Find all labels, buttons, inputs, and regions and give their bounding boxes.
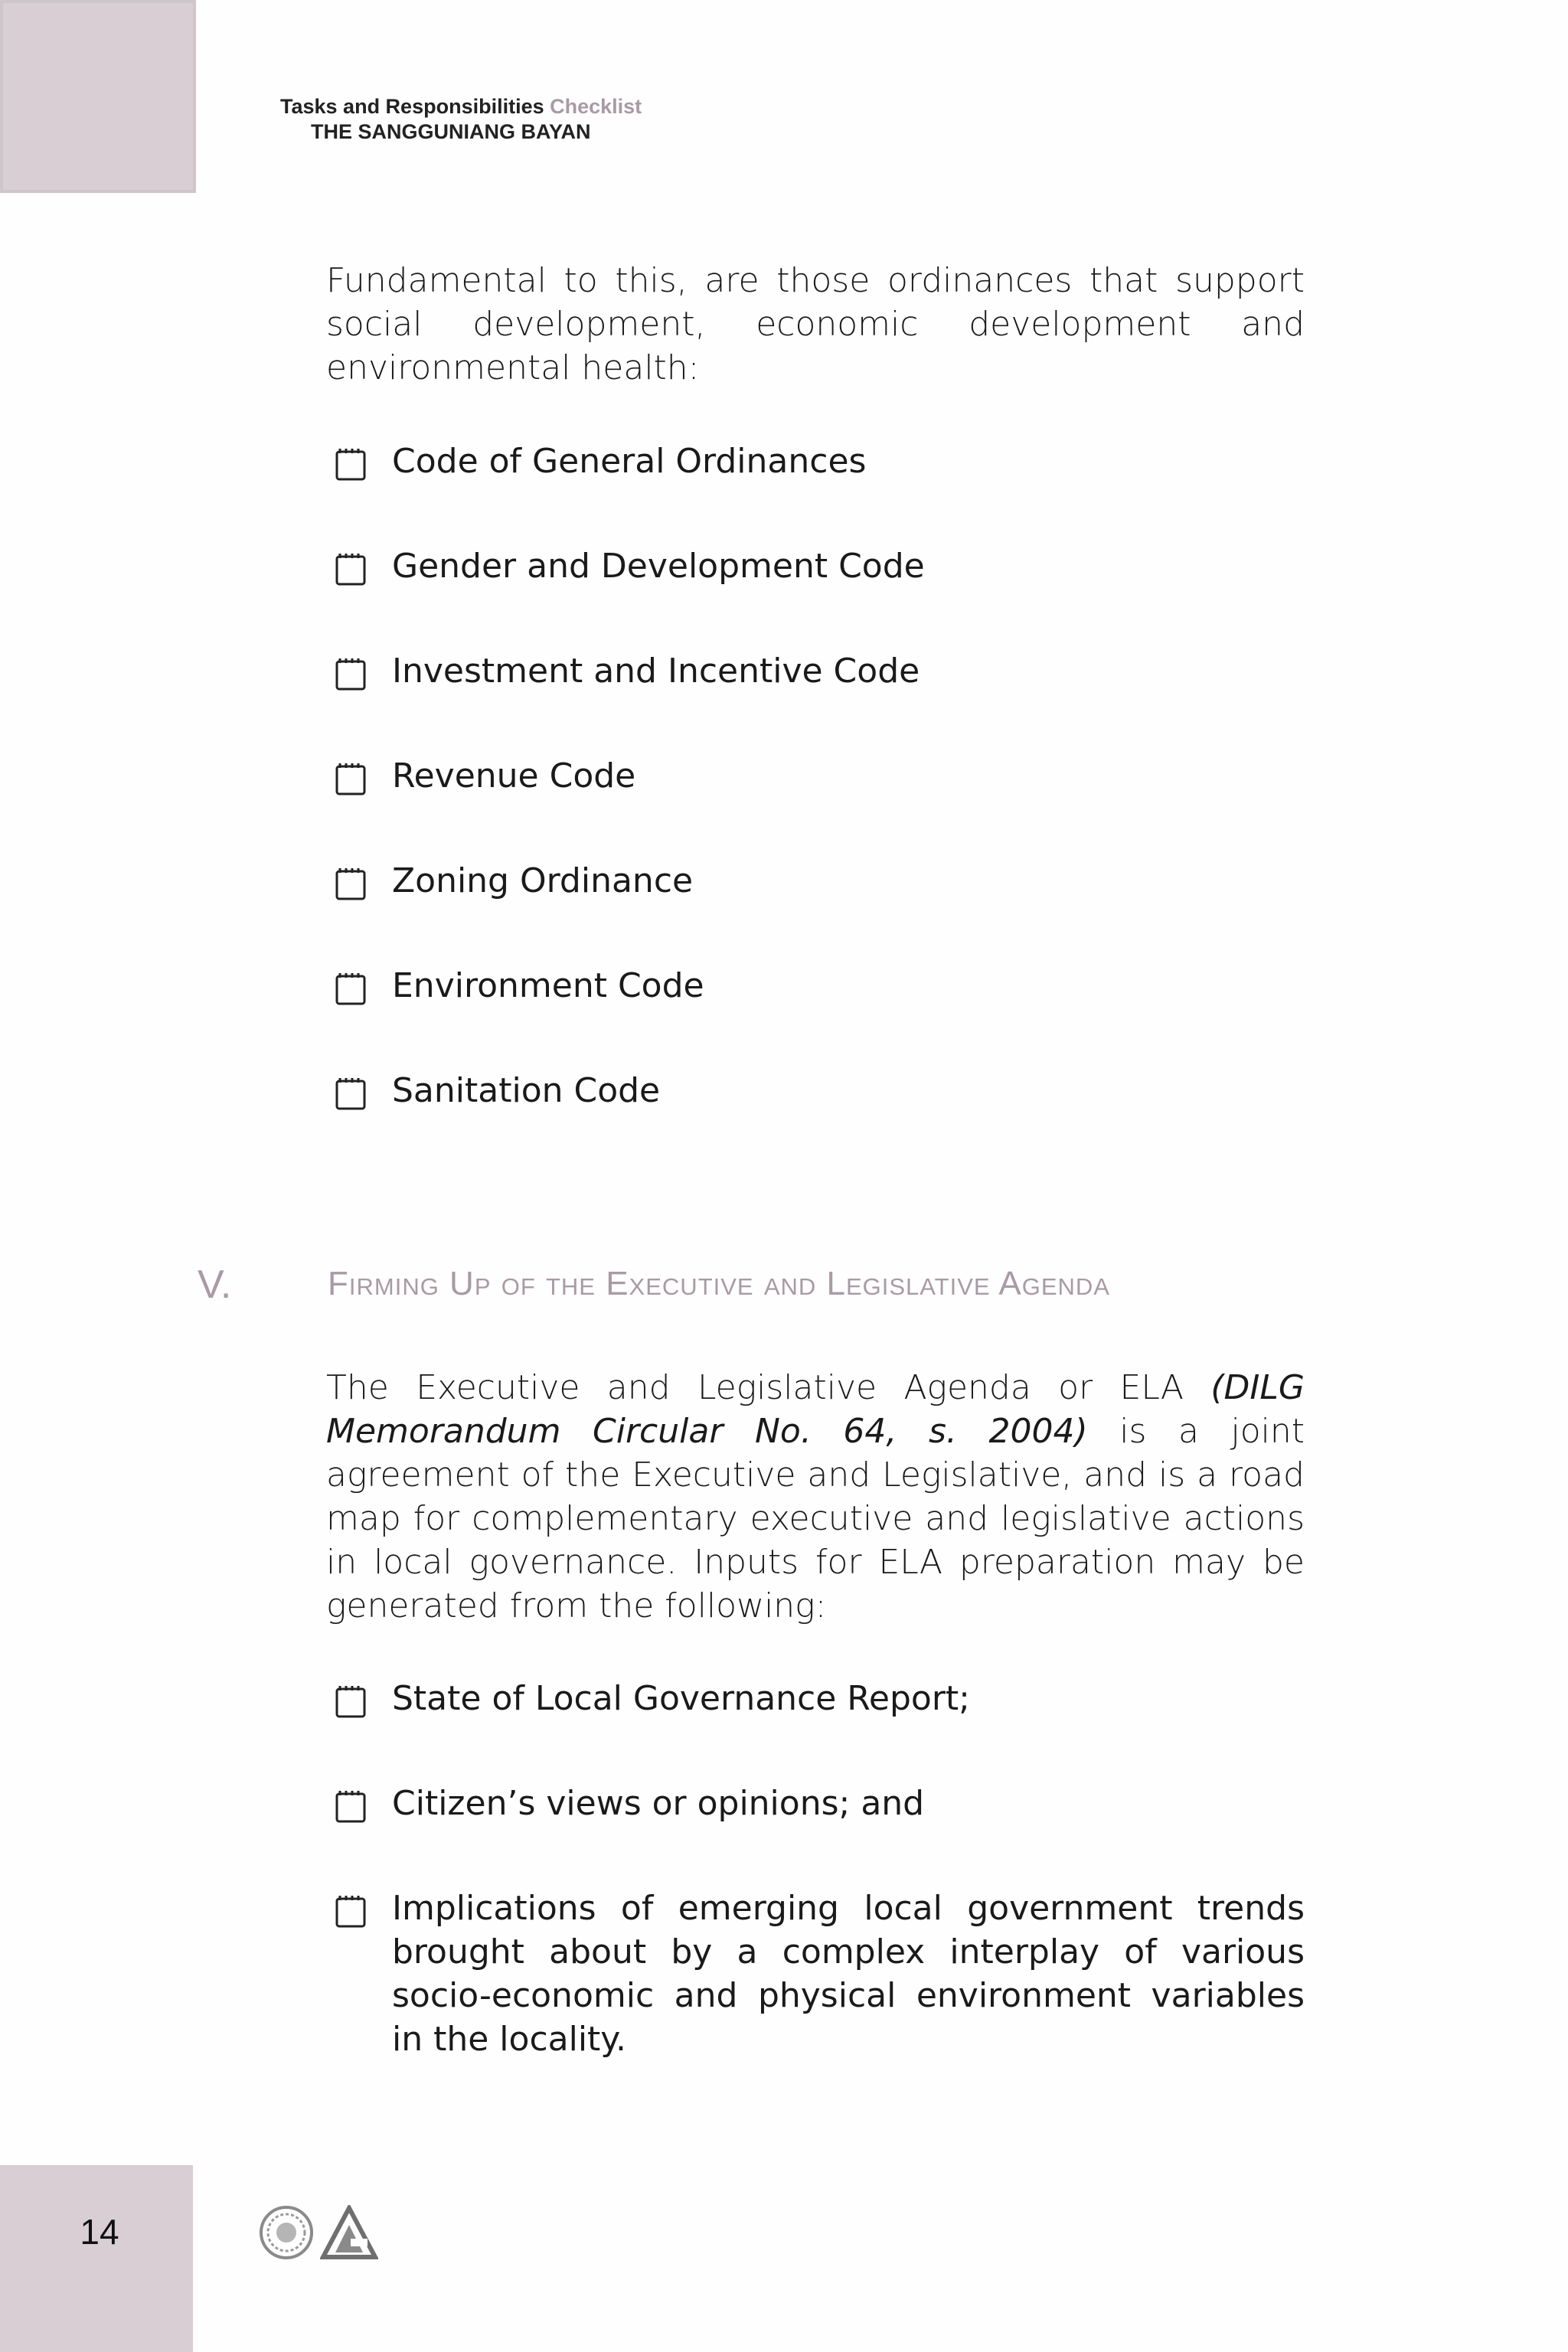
- checkbox-icon: [335, 1076, 366, 1110]
- header-corner-block: [0, 0, 196, 193]
- checklist-item: [331, 1069, 1305, 1174]
- checkbox-icon: [335, 552, 366, 586]
- checklist-item: [331, 1677, 1305, 1782]
- checkbox-icon: [335, 1894, 366, 1928]
- ela-citation: (DILG Memorandum Circular No. 64, s. 2004): [326, 1368, 1305, 1451]
- ela-paragraph-text: [262, 1366, 1305, 1628]
- seal-logo-icon: [259, 2205, 314, 2260]
- section-title: Firming Up of the Executive and Legislative Agenda: [328, 1265, 1110, 1302]
- header-title-main: Tasks and Responsibilities: [280, 95, 544, 118]
- checklist-item: [331, 1782, 1305, 1886]
- checkbox-icon: [335, 447, 366, 481]
- footer-logos: [259, 2202, 378, 2263]
- ela-inputs-checklist: [331, 1677, 1305, 2061]
- checklist-item-label: Investment and Incentive Code: [392, 652, 920, 691]
- checklist-item-label: Code of General Ordinances: [392, 442, 867, 481]
- header-subtitle: THE SANGGUNIANG BAYAN: [311, 120, 591, 143]
- page-number: 14: [80, 2212, 119, 2252]
- ela-paragraph: [262, 1366, 1305, 1628]
- checklist-item: [331, 964, 1305, 1069]
- checklist-item-label: Sanitation Code: [392, 1071, 661, 1110]
- checklist-item-label: State of Local Governance Report;: [392, 1679, 970, 1718]
- page-header: [280, 95, 642, 144]
- checklist-item-label: Revenue Code: [392, 756, 636, 795]
- checklist-item-label: Gender and Development Code: [392, 547, 925, 586]
- ordinance-checklist: [331, 439, 1305, 1174]
- intro-paragraph: [262, 259, 1305, 390]
- intro-paragraph-text: Fundamental to this, are those ordinances that support social development, economic development and environmental health:: [326, 261, 1305, 387]
- checkbox-icon: [335, 1684, 366, 1718]
- checklist-item: [331, 859, 1305, 964]
- section-number: V.: [198, 1263, 232, 1307]
- checklist-item: [331, 649, 1305, 754]
- checklist-item: [331, 544, 1305, 649]
- footer-corner-block: [0, 2165, 193, 2352]
- checkbox-icon: [335, 762, 366, 795]
- header-title: [280, 95, 642, 119]
- checkbox-icon: [335, 657, 366, 691]
- ela-paragraph-rest: is a joint agreement of the Executive and Legislative, and is a road map for complementary executive and legislative actions in local governance. Inputs for ELA preparation may be generated from the following:: [326, 1412, 1305, 1625]
- header-title-accent: Checklist: [550, 95, 642, 118]
- checklist-item: [331, 754, 1305, 859]
- checklist-item: [331, 439, 1305, 544]
- triangle-logo-icon: [320, 2205, 378, 2260]
- ela-paragraph-lead: The Executive and Legislative Agenda or ELA: [326, 1368, 1211, 1407]
- checklist-item-label: Citizen’s views or opinions; and: [392, 1784, 925, 1823]
- checklist-item-label: Implications of emerging local government trends brought about by a complex interplay of various socio-economic and physical environment variables in the locality.: [392, 1889, 1305, 2059]
- checkbox-icon: [335, 867, 366, 900]
- checkbox-icon: [335, 1789, 366, 1823]
- checklist-item-label: Zoning Ordinance: [392, 861, 694, 900]
- checklist-item-label: Environment Code: [392, 966, 704, 1005]
- checklist-item: [331, 1886, 1305, 2061]
- checkbox-icon: [335, 972, 366, 1005]
